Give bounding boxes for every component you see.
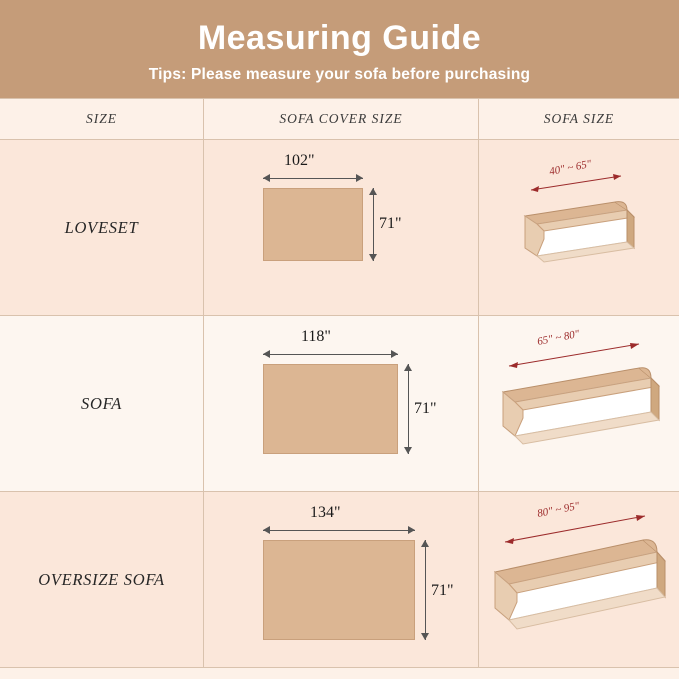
arrow-up-icon [404,364,412,371]
arrow-left-icon [263,526,270,534]
table-header-row [0,99,679,140]
height-dimension-line [373,188,374,261]
size-table [0,98,679,668]
size-label: SOFA [81,393,122,413]
cover-width-label: 102" [284,152,315,169]
cover-height-label: 71" [431,582,454,599]
table-row [0,316,679,492]
table-header-cell-cover-size [204,99,479,140]
sofa-icon [503,190,653,290]
width-dimension-line [263,530,415,531]
row-sofa-illustration-cell [479,316,679,492]
height-dimension-line [408,364,409,454]
sofa-range-dimension-line [503,336,653,372]
sofa-range-label: 40" ~ 65" [548,158,593,178]
column-header-label: SOFA COVER SIZE [279,111,403,126]
rectangle-swatch-icon [263,364,398,454]
arrow-down-icon [369,254,377,261]
row-cover-diagram-cell [204,492,479,668]
cover-width-label: 118" [301,328,331,345]
cover-height-label: 71" [414,400,437,417]
width-dimension-line [263,354,398,355]
column-header-label: SIZE [86,111,117,126]
cover-diagram [204,316,478,491]
sofa-range-label: 80" ~ 95" [536,500,581,520]
row-cover-diagram-cell [204,140,479,316]
sofa-illustration [479,316,679,491]
size-label: OVERSIZE SOFA [38,569,165,589]
row-size-cell [0,316,204,492]
sofa-illustration [479,140,679,315]
page-subtitle: Tips: Please measure your sofa before purchasing [148,66,531,84]
page-title: Measuring Guide [197,18,482,57]
row-size-cell [0,492,204,668]
arrow-down-icon [404,447,412,454]
table-row [0,492,679,668]
cover-diagram [204,492,478,667]
sofa-icon [489,358,669,468]
arrow-up-icon [369,188,377,195]
row-sofa-illustration-cell [479,140,679,316]
arrow-right-icon [408,526,415,534]
width-dimension-line [263,178,363,179]
cover-height-label: 71" [379,215,402,232]
sofa-range-label: 65" ~ 80" [536,328,581,348]
rectangle-swatch-icon [263,540,415,640]
sofa-illustration [479,492,679,667]
rectangle-swatch-icon [263,188,363,261]
sofa-icon [485,532,675,652]
table-header-cell-size [0,99,204,140]
arrow-left-icon [263,174,270,182]
row-sofa-illustration-cell [479,492,679,668]
table-row [0,140,679,316]
table-header-cell-sofa-size [479,99,679,140]
row-size-cell [0,140,204,316]
size-label: LOVESET [64,217,139,237]
cover-width-label: 134" [310,504,341,521]
arrow-right-icon [356,174,363,182]
row-cover-diagram-cell [204,316,479,492]
sofa-range-dimension-line [499,508,659,548]
arrow-right-icon [391,350,398,358]
column-header-label: SOFA SIZE [543,111,615,126]
arrow-down-icon [421,633,429,640]
page-header [0,0,679,98]
height-dimension-line [425,540,426,640]
arrow-up-icon [421,540,429,547]
arrow-left-icon [263,350,270,358]
cover-diagram [204,140,478,315]
